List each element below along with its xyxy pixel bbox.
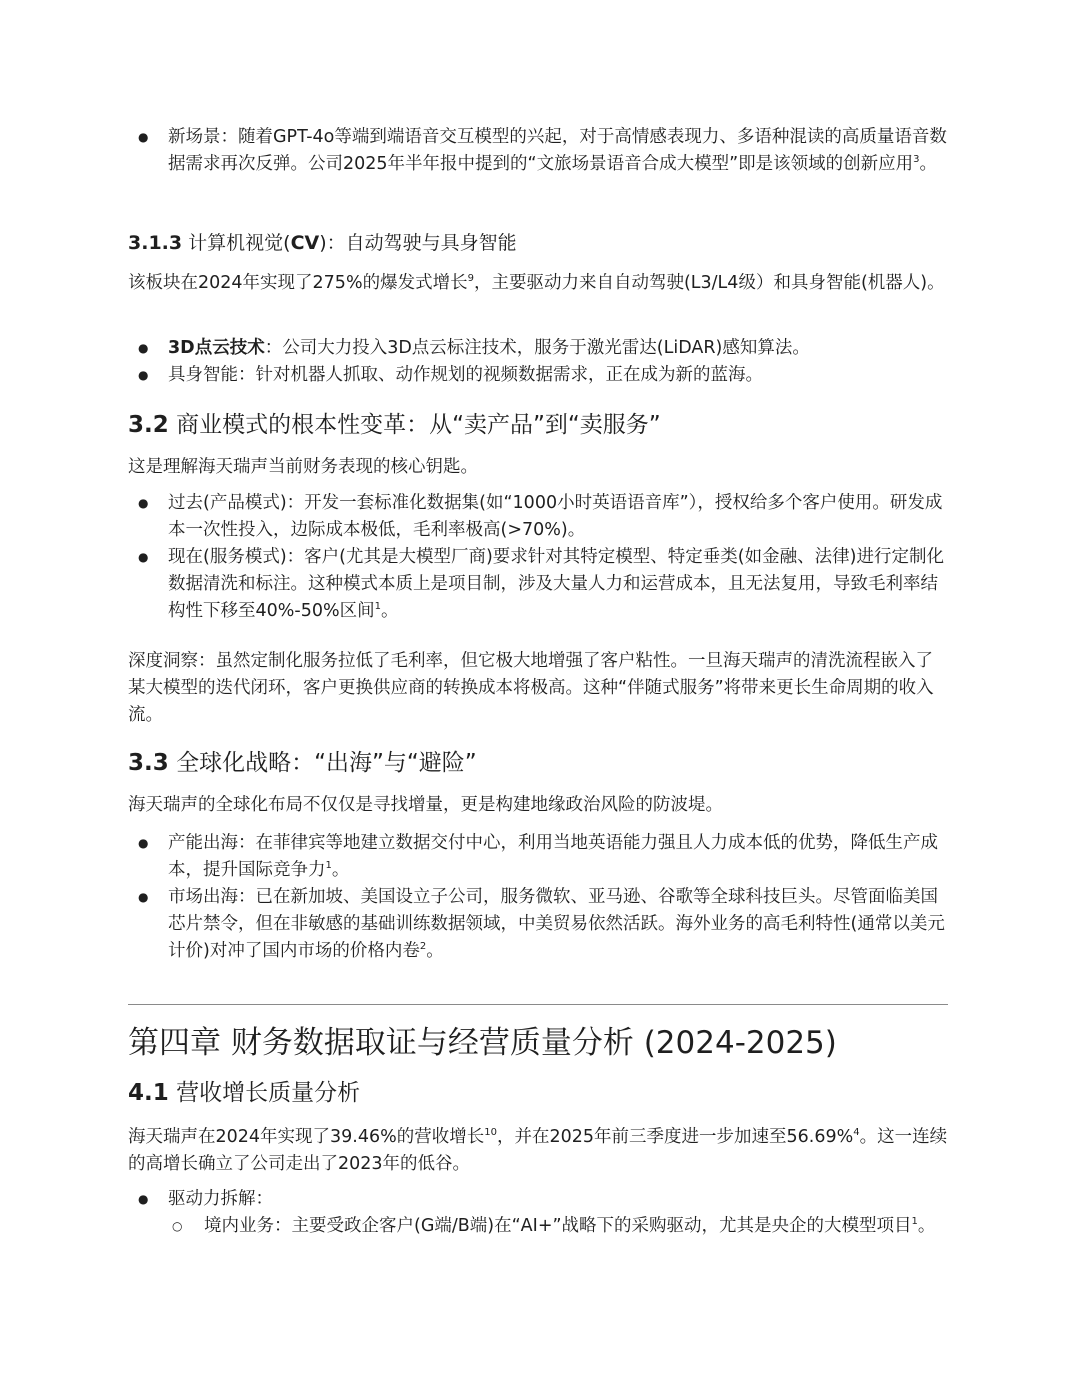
chapter-4-title: 第四章 财务数据取证与经营质量分析 (2024-2025): [128, 1025, 837, 1061]
bullet-label: 3D点云技术: [168, 338, 265, 358]
bullet-label: 市场出海: [168, 887, 238, 907]
bullet-label: 驱动力拆解: [168, 1189, 256, 1209]
footnote-ref[interactable]: 2: [419, 941, 427, 953]
list-item: ● 具身智能：针对机器人抓取、动作规划的视频数据需求，正在成为新的蓝海。: [128, 362, 948, 389]
bullet-label: 产能出海: [168, 833, 238, 853]
footnote-ref[interactable]: 1: [325, 860, 332, 872]
footnote-ref[interactable]: 1: [374, 601, 381, 613]
section-number: 4.1: [128, 1080, 169, 1106]
section-3-3-bullets: [128, 830, 948, 965]
footnote-ref[interactable]: 10: [484, 1127, 497, 1139]
list-item: ● 驱动力拆解：: [128, 1186, 948, 1213]
bullet-label: 现在(服务模式): [168, 547, 287, 567]
section-3-1-3-heading: 3.1.3 计算机视觉(CV)：自动驾驶与具身智能: [128, 232, 517, 254]
bullet-label: 新场景: [168, 127, 221, 147]
section-3-2-intro: 这是理解海天瑞声当前财务表现的核心钥匙。: [128, 457, 478, 477]
list-item: ● 市场出海：已在新加坡、美国设立子公司，服务微软、亚马逊、谷歌等全球科技巨头。尽管面临美国芯片禁令，但在非敏感的基础训练数据领域，中美贸易依然活跃。海外业务的高毛利特性(通常以美元计价)对冲了国内市场的价格内卷$^2$。: [128, 884, 948, 965]
section-4-1-paragraph: 海天瑞声在2024年实现了39.46%的营收增长$^{10}$，并在2025年前三季度进一步加速至56.69%$^4$。这一连续的高增长确立了公司走出了2023年的低谷。: [128, 1127, 948, 1174]
section-3-2-heading: 3.2 商业模式的根本性变革：从“卖产品”到“卖服务”: [128, 412, 661, 438]
section-3-1-3-intro: 该板块在2024年实现了275%的爆发式增长$^9$，主要驱动力来自自动驾驶(L3/L4级）和具身智能(机器人)。: [128, 273, 945, 293]
footnote-ref[interactable]: 9: [467, 273, 474, 285]
list-item: ● 3D点云技术：公司大力投入3D点云标注技术，服务于激光雷达(LiDAR)感知算法。: [128, 335, 948, 362]
section-number: 3.1.3: [128, 232, 183, 254]
bullet-label: 过去(产品模式): [168, 493, 287, 513]
footnote-ref[interactable]: 4: [853, 1127, 860, 1139]
chapter-divider: [128, 1004, 948, 1005]
bullet-label: 具身智能: [168, 365, 238, 385]
section-3-3-heading: 3.3 全球化战略：“出海”与“避险”: [128, 750, 477, 776]
bullet-text: 随着GPT-4o等端到端语音交互模型的兴起，对于高情感表现力、多语种混读的高质量语音数据需求再次反弹。公司2025年半年报中提到的“文旅场景语音合成大模型”即是该领域的创新应用: [168, 127, 947, 174]
footnote-ref[interactable]: 1: [911, 1216, 918, 1228]
section-3-2-bullets: [128, 490, 948, 625]
list-item: ● 产能出海：在菲律宾等地建立数据交付中心，利用当地英语能力强且人力成本低的优势，降低生产成本，提升国际竞争力$^1$。: [128, 830, 948, 884]
section-number: 3.3: [128, 750, 169, 776]
section-3-3-intro: 海天瑞声的全球化布局不仅仅是寻找增量，更是构建地缘政治风险的防波堤。: [128, 795, 723, 815]
list-item: ● 新场景：随着GPT-4o等端到端语音交互模型的兴起，对于高情感表现力、多语种混读的高质量语音数据需求再次反弹。公司2025年半年报中提到的“文旅场景语音合成大模型”即是该领域的创新应用$^3$。: [128, 124, 948, 178]
bullet-label: 境内业务: [204, 1216, 274, 1236]
section-number: 3.2: [128, 412, 169, 438]
section-4-1-bullets: [128, 1186, 948, 1240]
section-4-1-heading: 4.1 营收增长质量分析: [128, 1080, 361, 1106]
sub-list-item: ○ 境内业务：主要受政企客户(G端/B端)在“AI+”战略下的采购驱动，尤其是央企的大模型项目$^1$。: [128, 1213, 948, 1240]
list-item: ● 现在(服务模式)：客户(尤其是大模型厂商)要求针对其特定模型、特定垂类(如金融、法律)进行定制化数据清洗和标注。这种模式本质上是项目制，涉及大量人力和运营成本，且无法复用，导致毛利率结构性下移至40%-50%区间$^1$。: [128, 544, 948, 625]
list-item: ● 过去(产品模式)：开发一套标准化数据集(如“1000小时英语语音库”），授权给多个客户使用。研发成本一次性投入，边际成本极低，毛利率极高(>70%)。: [128, 490, 948, 544]
insight-label: 深度洞察: [128, 651, 198, 671]
section-3-1-3-bullets: [128, 335, 948, 389]
section-3-2-insight: 深度洞察：虽然定制化服务拉低了毛利率，但它极大地增强了客户粘性。一旦海天瑞声的清洗流程嵌入了某大模型的迭代闭环，客户更换供应商的转换成本将极高。这种“伴随式服务”将带来更长生命周期的收入流。: [128, 651, 934, 725]
bullet-new-scenario: [128, 124, 948, 178]
footnote-ref[interactable]: 3: [913, 154, 920, 166]
